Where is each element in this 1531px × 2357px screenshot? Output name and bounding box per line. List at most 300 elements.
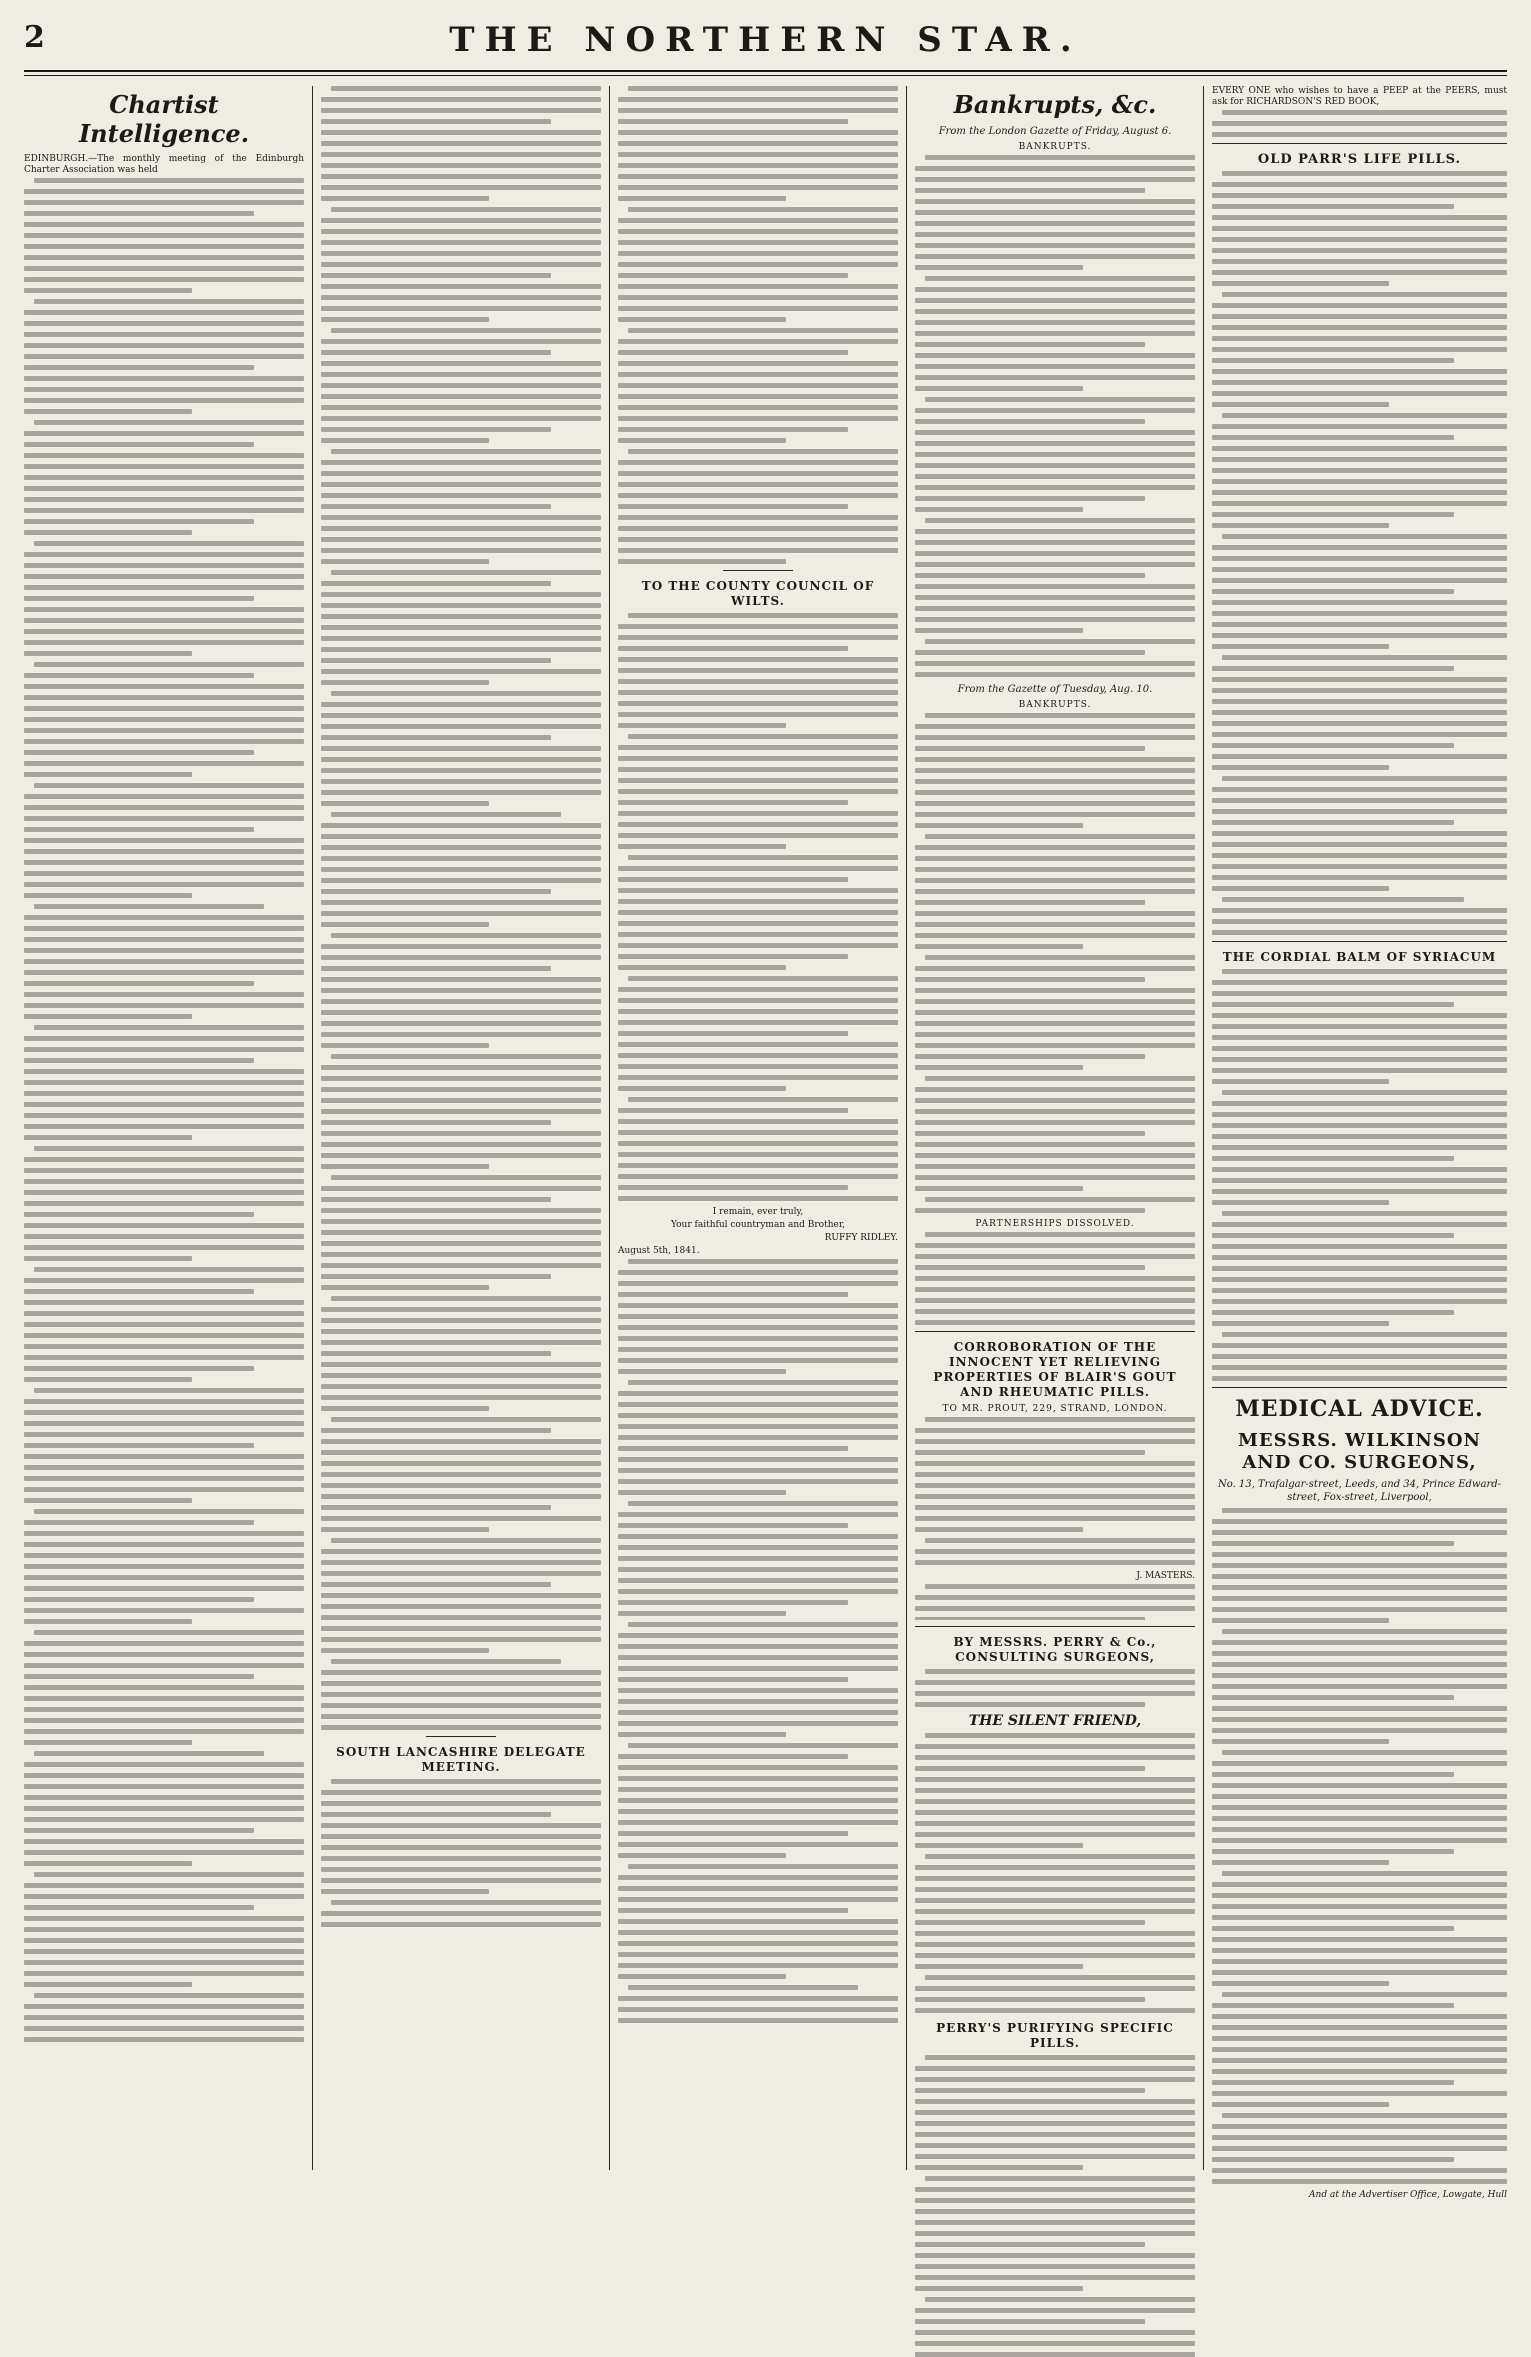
text-line [915,2330,1195,2335]
text-line [915,1560,1195,1565]
text-line [915,1766,1145,1771]
text-line [618,1435,898,1440]
text-line [24,915,304,920]
text-line [915,1832,1195,1837]
text-line [618,1556,898,1561]
text-line [24,651,192,656]
text-line [915,2264,1195,2269]
text-line [1212,908,1507,913]
divider [1212,1387,1507,1388]
text-line [618,1644,898,1649]
text-line [915,540,1195,545]
text-line [24,1289,254,1294]
text-line [915,1549,1195,1554]
text-line [618,1908,848,1913]
text-line [1212,1354,1507,1359]
text-line [618,1952,898,1957]
text-line [321,1164,489,1169]
text-line [1212,732,1507,737]
text-line [1212,1189,1507,1194]
text-line [925,713,1195,718]
text-line [915,364,1195,369]
text-line [321,922,489,927]
text-line [618,1086,786,1091]
text-line [915,823,1083,828]
text-line [1212,303,1507,308]
text-line [628,1501,898,1506]
text-line [24,1421,304,1426]
text-line [24,1608,304,1613]
list-heading: BANKRUPTS. [1018,700,1092,710]
text-line [618,361,898,366]
divider [915,1331,1195,1332]
advert-text [915,1733,1195,2013]
text-line [321,295,601,300]
text-line [925,518,1195,523]
text-line [1212,435,1454,440]
text-line [24,1344,304,1349]
text-line [24,1927,304,1932]
letter-signoff-sub: Your faithful countryman and Brother, [670,1220,846,1230]
text-line [915,867,1195,872]
text-line [1222,1090,1507,1095]
text-line [24,1179,304,1184]
text-line [915,1472,1195,1477]
text-line [321,1186,601,1191]
text-line [1222,171,1507,176]
text-line [1212,1794,1507,1799]
text-line [618,2018,898,2023]
text-line [915,1450,1145,1455]
text-line [915,606,1195,611]
text-line [915,1186,1083,1191]
text-line [321,1571,601,1576]
text-line [618,471,898,476]
text-line [24,1124,304,1129]
text-line [915,2088,1145,2093]
text-line [1222,897,1464,902]
text-line [1212,446,1507,451]
text-line [618,1325,898,1330]
text-line [1212,1827,1507,1832]
text-line [34,1388,304,1393]
text-line [331,933,601,938]
text-line [321,1318,601,1323]
text-line [618,515,898,520]
text-line [24,1817,304,1822]
text-line [24,1718,304,1723]
text-line [321,1516,601,1521]
text-line [321,1263,601,1268]
text-line [915,2253,1195,2258]
text-line [24,1080,304,1085]
text-line [915,298,1195,303]
text-line [1212,1761,1507,1766]
advert-text [1212,171,1507,935]
text-line [915,1876,1195,1881]
text-line [24,321,304,326]
text-line [618,987,898,992]
text-line [321,1714,601,1719]
text-line [1212,402,1389,407]
text-line [24,1355,304,1360]
text-line [618,1886,898,1891]
gazette-note: From the Gazette of Tuesday, Aug. 10. [957,684,1153,695]
text-line [618,910,898,915]
text-line [915,463,1195,468]
text-line [321,713,601,718]
text-line [618,273,848,278]
text-line [321,284,601,289]
text-line [925,155,1195,160]
text-line [915,1120,1195,1125]
text-line [618,1941,898,1946]
text-line [915,1494,1195,1499]
text-line [1212,864,1507,869]
text-line [618,624,898,629]
text-line [24,1707,304,1712]
text-line [24,882,304,887]
text-line [24,871,304,876]
article-text [24,178,304,2042]
text-line [915,551,1195,556]
text-line [24,1113,304,1118]
text-line [915,2341,1195,2346]
text-line [618,756,898,761]
text-line [915,999,1195,1004]
text-line [618,317,786,322]
text-line [321,1692,601,1697]
text-line [1212,1772,1454,1777]
text-line [34,1751,264,1756]
text-line [1212,1321,1389,1326]
newspaper-page [24,20,1507,2200]
text-line [628,449,898,454]
text-line [24,1036,304,1041]
text-line [1212,182,1507,187]
text-line [618,1677,848,1682]
text-line [24,1069,304,1074]
text-line [24,596,254,601]
text-line [628,1259,898,1264]
text-line [1212,1178,1507,1183]
text-line [1212,193,1507,198]
text-line [321,768,601,773]
text-line [915,1595,1195,1600]
text-line [915,1087,1195,1092]
text-line [321,1560,601,1565]
text-line [321,97,601,102]
text-line [1212,1651,1507,1656]
advert-heading: THE SILENT FRIEND, [968,1713,1142,1729]
text-line [618,394,898,399]
text-line [1212,743,1454,748]
text-line [618,701,898,706]
text-line [1212,1838,1507,1843]
text-line [24,981,254,986]
text-line [321,1812,551,1817]
text-line [24,1454,304,1459]
text-line [24,332,304,337]
text-line [1212,2091,1507,2096]
text-line [24,1894,304,1899]
text-line [915,1131,1145,1136]
text-line [321,1582,551,1587]
text-line [24,1234,304,1239]
text-line [618,1347,898,1352]
text-line [618,1512,898,1517]
text-line [628,976,898,981]
text-line [915,529,1195,534]
text-line [1212,380,1507,385]
text-line [618,877,848,882]
text-line [915,1010,1195,1015]
text-line [915,1043,1195,1048]
text-line [1212,765,1389,770]
text-line [24,2037,304,2042]
text-line [618,646,848,651]
text-line [321,647,601,652]
text-line [1212,1310,1454,1315]
text-line [1212,930,1507,935]
text-line [321,1461,601,1466]
text-line [618,1119,898,1124]
text-line [1212,1365,1507,1370]
text-line [1222,1992,1507,1997]
text-line [1212,512,1454,517]
text-line [925,1669,1195,1674]
text-line [1212,215,1507,220]
text-line [24,816,304,821]
text-line [915,1439,1195,1444]
text-line [321,614,601,619]
text-line [1212,1299,1507,1304]
text-line [915,911,1195,916]
text-line [24,1971,304,1976]
text-line [618,679,898,684]
text-line [24,1498,192,1503]
text-line [925,834,1195,839]
text-line [321,1065,601,1070]
text-line [321,350,551,355]
text-line [24,1740,192,1745]
text-line [1212,1233,1454,1238]
text-line [618,921,898,926]
text-line [34,904,264,909]
text-line [321,724,601,729]
text-line [1212,204,1454,209]
text-line [1222,534,1507,539]
text-line [321,1494,601,1499]
text-line [915,1065,1083,1070]
column-divider [312,86,313,2170]
text-line [618,1141,898,1146]
text-line [24,442,254,447]
text-line [1212,2179,1507,2184]
text-line [915,1276,1195,1281]
text-line [24,618,304,623]
text-line [321,1219,601,1224]
text-line [331,207,601,212]
text-line [24,1443,254,1448]
text-line [618,295,898,300]
text-line [34,1267,304,1272]
text-line [915,1243,1195,1248]
text-line [1212,1563,1507,1568]
text-line [24,1619,192,1624]
text-line [24,200,304,205]
text-line [915,922,1195,927]
text-line [1212,1068,1507,1073]
text-line [24,926,304,931]
text-line [24,1828,254,1833]
gazette-note: From the London Gazette of Friday, August 6. [938,126,1172,137]
text-line [925,2176,1195,2181]
text-line [915,573,1145,578]
text-line [618,1303,898,1308]
text-line [34,662,304,667]
text-line [24,1949,304,1954]
text-line [618,954,848,959]
text-line [915,1997,1145,2002]
text-line [915,746,1145,751]
text-line [915,724,1195,729]
text-line [915,878,1195,883]
text-line [321,1922,601,1927]
text-line [321,262,601,267]
text-line [915,1461,1195,1466]
text-line [915,485,1195,490]
text-line [915,845,1195,850]
text-line [1212,1640,1507,1645]
text-line [1212,1134,1507,1139]
text-line [915,1265,1145,1270]
text-line [915,661,1195,666]
text-line [1222,2113,1507,2118]
text-line [618,1479,898,1484]
text-line [1212,1288,1507,1293]
text-line [1212,1145,1507,1150]
text-line [24,1905,254,1910]
text-line [915,243,1195,248]
text-line [1212,600,1507,605]
text-line [24,1982,192,1987]
text-line [915,1428,1195,1433]
text-line [618,1130,898,1135]
text-line [24,409,192,414]
text-line [1212,1816,1507,1821]
text-line [618,130,898,135]
column-3 [618,86,898,2170]
text-line [915,1021,1195,1026]
text-line [331,1538,601,1543]
masthead-rule [24,70,1507,76]
text-line [321,867,601,872]
text-line [618,745,898,750]
text-line [321,1527,489,1532]
text-line [1212,1904,1507,1909]
text-line [34,299,304,304]
text-line [321,955,601,960]
text-line [321,339,601,344]
advert-text [915,1669,1195,1707]
text-line [321,229,601,234]
text-line [24,970,304,975]
article-text [321,86,601,1730]
text-line [24,1520,254,1525]
text-line [24,1938,304,1943]
text-line [321,1856,601,1861]
text-line [1212,2069,1507,2074]
text-line [915,331,1195,336]
advert-footer: And at the Advertiser Office, Lowgate, Hull [1309,2190,1507,2200]
text-line [915,1254,1195,1259]
text-line [1212,1057,1507,1062]
text-line [915,889,1195,894]
column-2 [321,86,601,2170]
text-line [915,2220,1195,2225]
text-line [915,1777,1195,1782]
text-line [24,277,304,282]
text-line [1212,677,1507,682]
text-line [1212,1959,1507,1964]
text-line [1212,270,1507,275]
text-line [321,383,601,388]
text-line [1212,2014,1507,2019]
text-line [618,1185,848,1190]
text-line [618,537,898,542]
text-line [915,1691,1195,1696]
text-line [915,2209,1195,2214]
text-line [1212,831,1507,836]
text-line [1212,1079,1389,1084]
text-line [915,977,1145,982]
text-line [915,735,1195,740]
text-line [1212,325,1507,330]
text-line [321,1087,601,1092]
text-line [915,2242,1145,2247]
text-line [1212,545,1507,550]
text-line [618,1108,848,1113]
text-line [1212,798,1507,803]
text-line [618,526,898,531]
text-line [618,1611,786,1616]
text-line [925,955,1195,960]
lead-paragraph: EDINBURGH.—The monthly meeting of the Edinburgh Charter Association was held [24,154,304,175]
column-divider [906,86,907,2170]
text-line [24,992,304,997]
text-line [1212,281,1389,286]
text-line [24,1465,304,1470]
text-line [618,888,898,893]
advert-heading: BY MESSRS. PERRY & Co., CONSULTING SURGEONS, [953,1635,1157,1664]
text-line [628,1622,898,1627]
text-line [618,108,898,113]
text-line [1212,809,1507,814]
text-line [1212,699,1507,704]
text-line [915,2231,1195,2236]
text-line [24,1542,304,1547]
text-line [618,1336,898,1341]
text-line [1212,314,1507,319]
text-line [925,1417,1195,1422]
text-line [24,629,304,634]
text-line [321,361,601,366]
text-line [1222,110,1507,115]
text-line [1212,1926,1454,1931]
text-line [321,702,601,707]
text-line [24,1575,304,1580]
